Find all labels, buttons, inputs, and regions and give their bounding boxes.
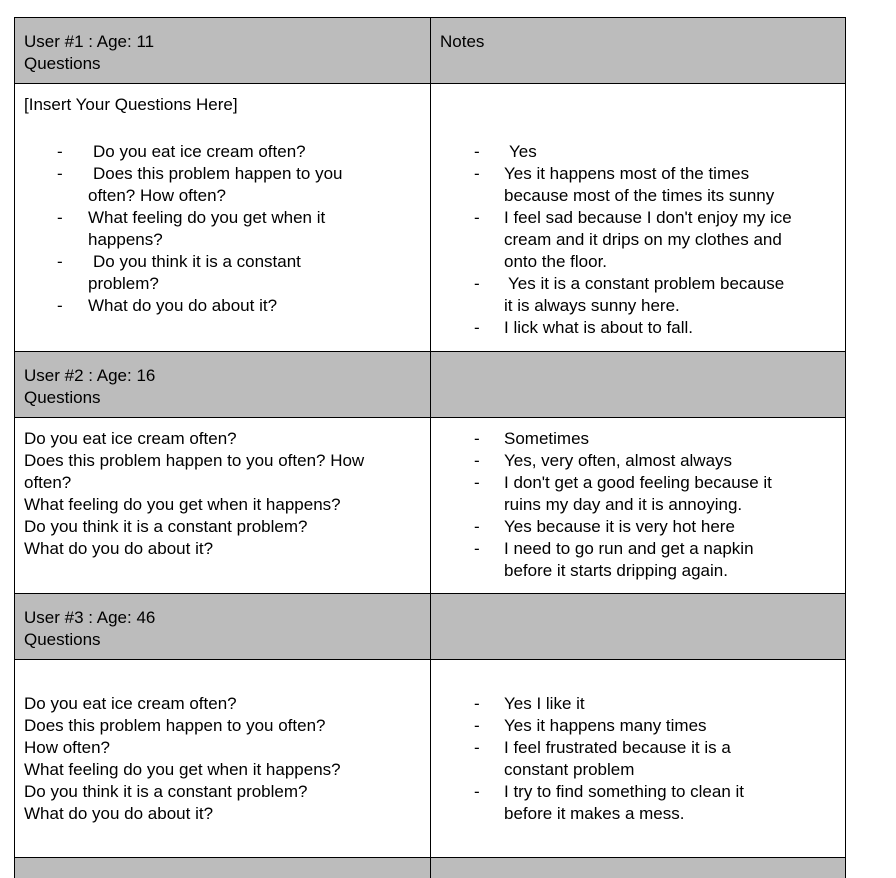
user1-answer-list [431, 141, 847, 339]
user1-notes-cell [430, 84, 846, 352]
list-item: Do you think it is a constant problem? [24, 782, 308, 801]
user3-answer-list [431, 693, 847, 825]
user2-questions-label: Questions [24, 388, 101, 407]
user3-content-row [14, 659, 846, 858]
list-item: often? [24, 473, 72, 492]
list-item: What feeling do you get when it happens? [24, 495, 341, 514]
list-item: - I feel frustrated because it is a constant problem [474, 738, 731, 779]
user1-content-row [14, 83, 846, 352]
list-item: How often? [24, 738, 110, 757]
user3-questions-label: Questions [24, 630, 101, 649]
user2-question-list [24, 428, 364, 560]
notes-title: Notes [440, 32, 485, 51]
user1-questions-cell [14, 84, 430, 352]
list-item: - Yes because it is very hot here [474, 517, 735, 536]
user3-header-cell [14, 594, 430, 660]
user1-questions-label: Questions [24, 54, 101, 73]
user2-header-cell [14, 352, 430, 418]
interview-table [14, 17, 846, 877]
user3-header-row [14, 593, 846, 660]
list-item: - Yes I like it [474, 694, 585, 713]
user2-notes-cell [430, 418, 846, 594]
list-item: - Yes [474, 142, 537, 161]
next-row-partial [14, 857, 846, 878]
user1-intro: [Insert Your Questions Here] [24, 95, 238, 114]
user3-question-list [24, 693, 341, 825]
list-item: - Yes it happens most of the times because most of the times its sunny [474, 164, 775, 205]
user3-title: User #3 : Age: 46 [24, 608, 156, 627]
next-row-cell-left [14, 858, 430, 878]
list-item: Does this problem happen to you often? [24, 716, 326, 735]
list-item: - Yes, very often, almost always [474, 451, 733, 470]
user2-answer-list [431, 428, 847, 582]
user2-notes-header-cell [430, 352, 846, 418]
list-item: - I feel sad because I don't enjoy my ice cream and it drips on my clothes and onto the floor. [474, 208, 792, 271]
list-item: What feeling do you get when it happens? [24, 760, 341, 779]
list-item: - I try to find something to clean it before it makes a mess. [474, 782, 745, 823]
list-item: - What do you do about it? [57, 296, 278, 315]
user1-title: User #1 : Age: 11 [24, 32, 155, 51]
list-item: - What feeling do you get when it happens? [57, 208, 326, 249]
user2-header-row [14, 351, 846, 418]
user3-notes-header-cell [430, 594, 846, 660]
list-item: - I need to go run and get a napkin before it starts dripping again. [474, 539, 754, 580]
user3-notes-cell [430, 660, 846, 858]
list-item: - I don't get a good feeling because it ruins my day and it is annoying. [474, 473, 772, 514]
list-item: What do you do about it? [24, 539, 214, 558]
list-item: Do you think it is a constant problem? [24, 517, 308, 536]
notes-header-cell [430, 18, 846, 84]
list-item: Does this problem happen to you often? How [24, 451, 365, 470]
user2-content-row [14, 417, 846, 594]
user1-question-list [15, 141, 431, 317]
list-item: - Sometimes [474, 429, 590, 448]
list-item: What do you do about it? [24, 804, 214, 823]
list-item: Do you eat ice cream often? [24, 429, 237, 448]
user2-questions-cell [14, 418, 430, 594]
list-item: - Does this problem happen to you often? How often? [57, 164, 343, 205]
list-item: - I lick what is about to fall. [474, 318, 693, 337]
list-item: Do you eat ice cream often? [24, 694, 237, 713]
list-item: - Do you eat ice cream often? [57, 142, 306, 161]
user2-title: User #2 : Age: 16 [24, 366, 156, 385]
next-row-cell-right [430, 858, 846, 878]
user3-questions-cell [14, 660, 430, 858]
list-item: - Do you think it is a constant problem? [57, 252, 301, 293]
user1-header-row [14, 17, 846, 84]
list-item: - Yes it is a constant problem because it is always sunny here. [474, 274, 785, 315]
user1-header-cell [14, 18, 430, 84]
list-item: - Yes it happens many times [474, 716, 707, 735]
